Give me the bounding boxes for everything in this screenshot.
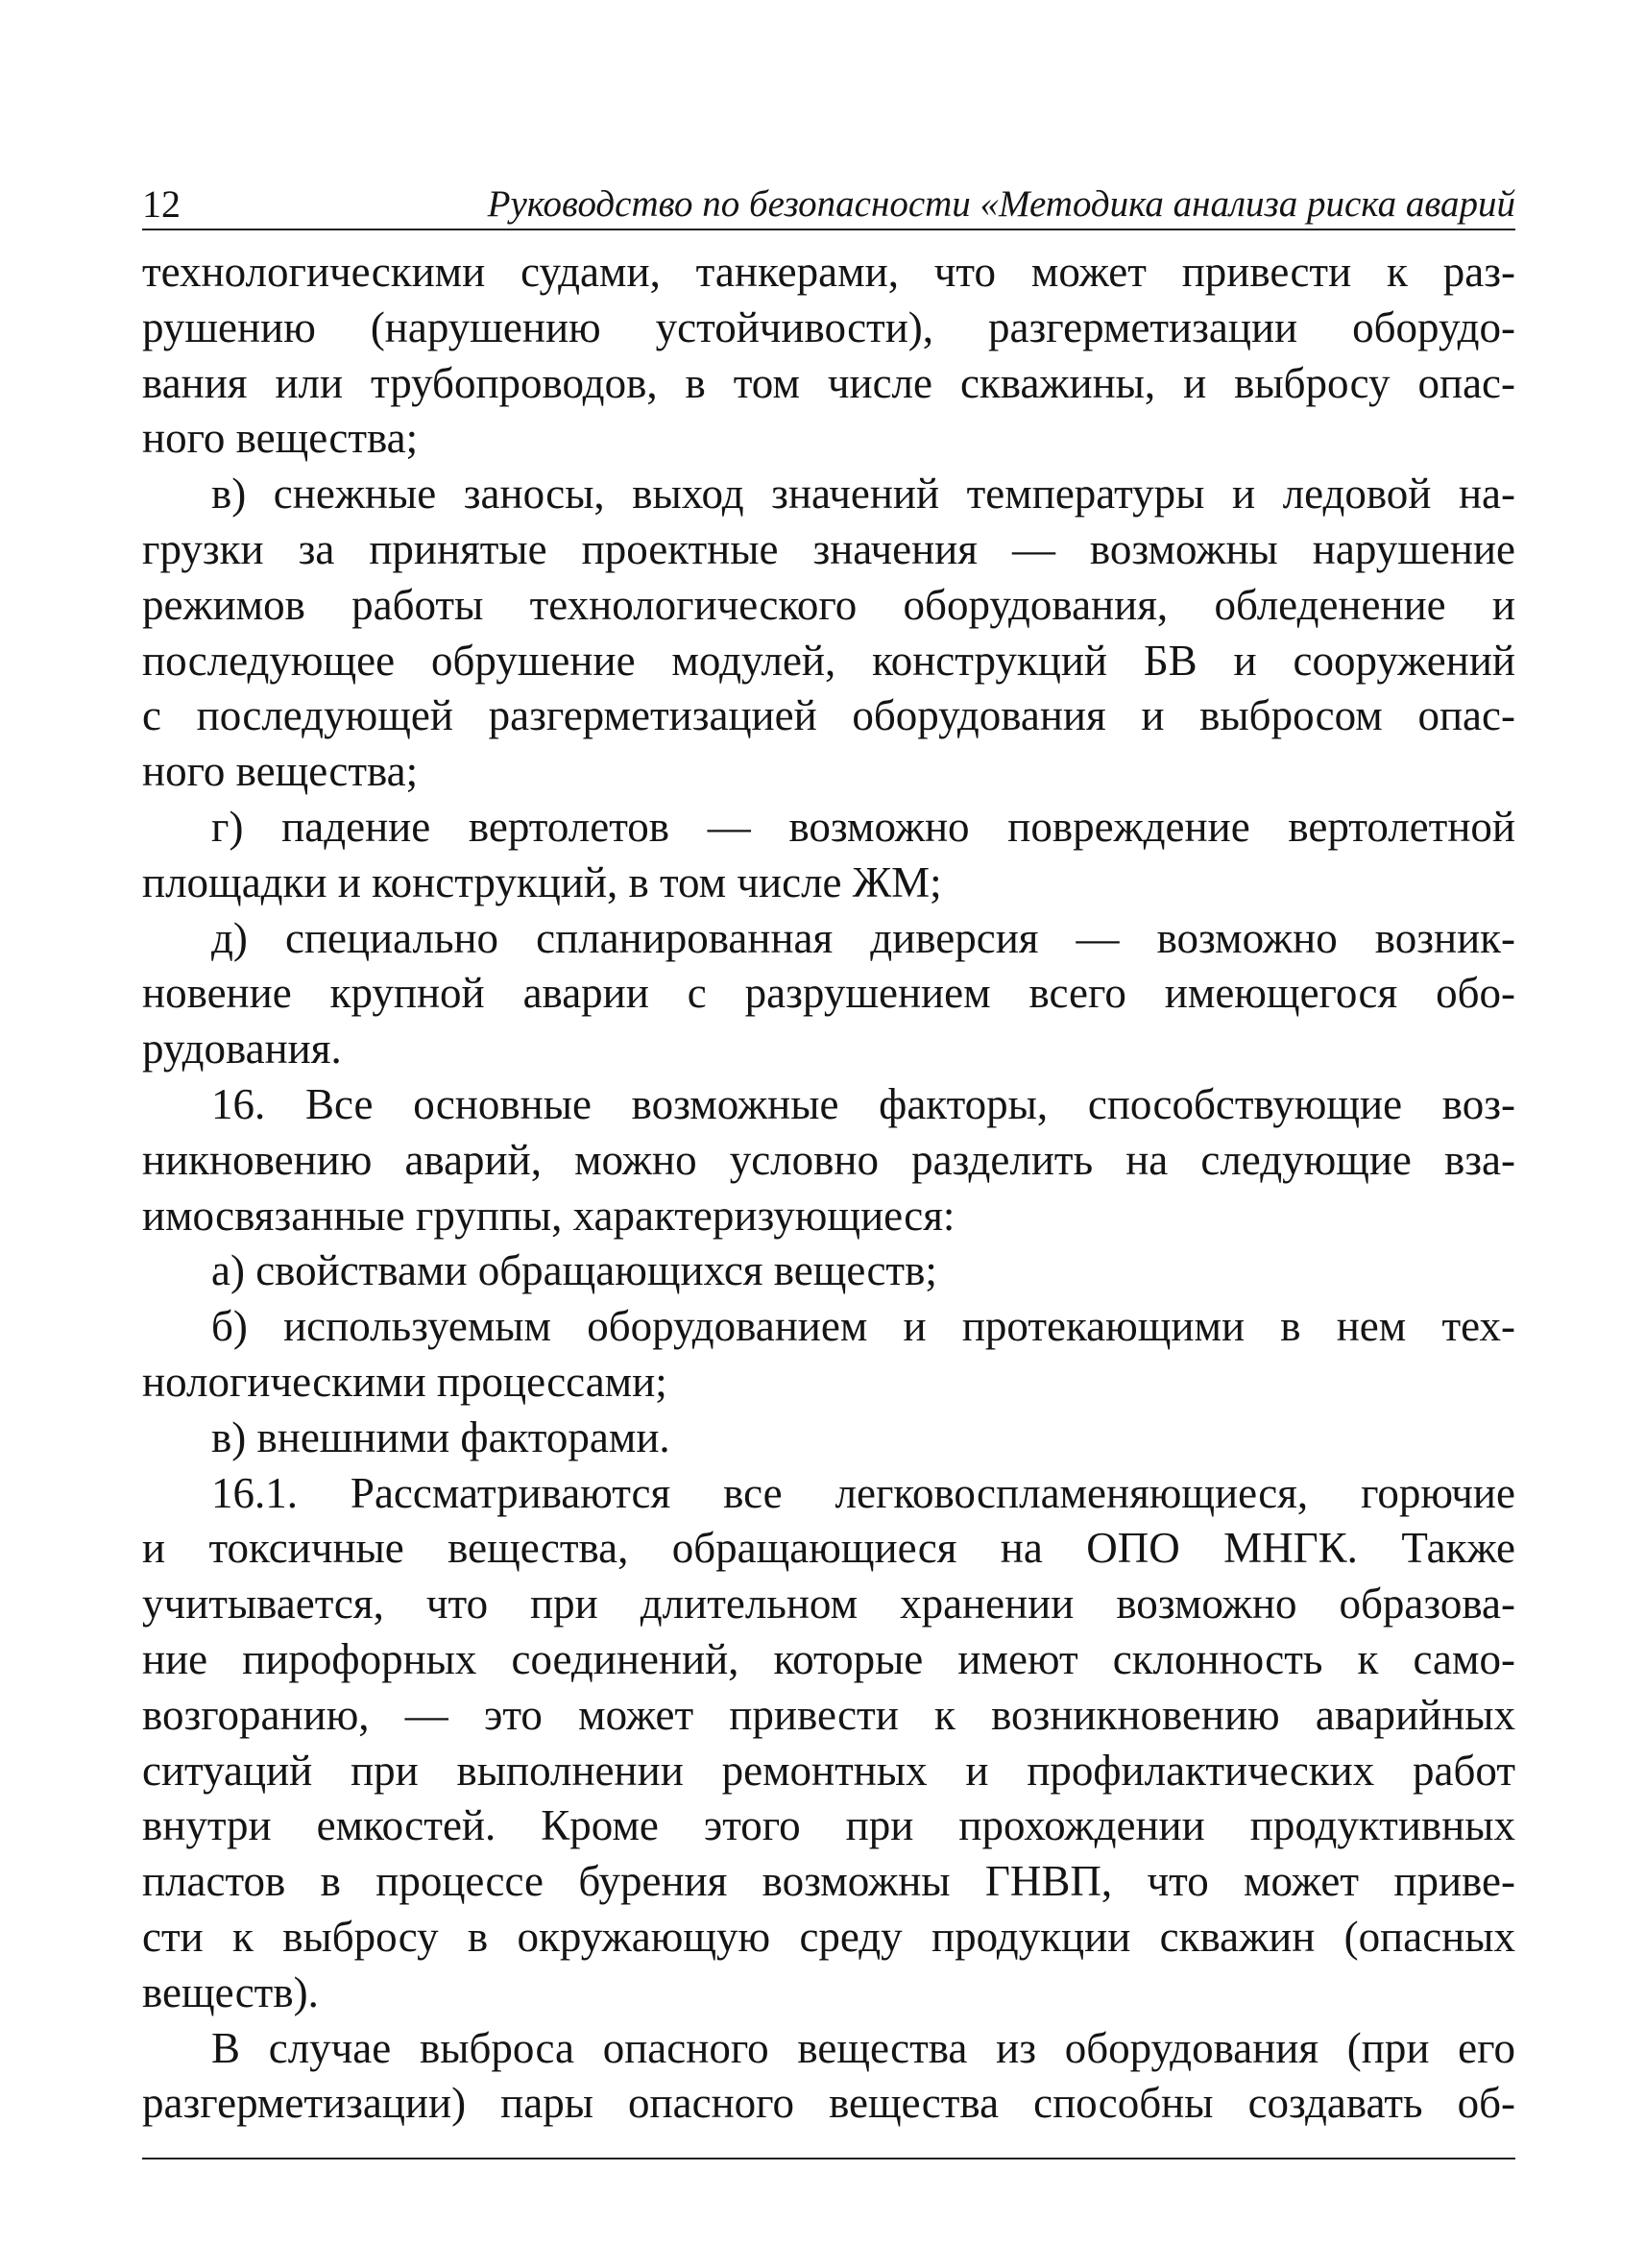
- footer-rule: [142, 2158, 1515, 2159]
- page-number: 12: [142, 182, 181, 226]
- text-line: возгоранию, — это может привести к возникновению аварийных: [142, 1690, 1515, 1739]
- text-line: нологическими процессами;: [142, 1357, 667, 1406]
- text-line: б) используемым оборудованием и протекающими в нем тех-: [211, 1302, 1515, 1351]
- text-line: пластов в процессе бурения возможны ГНВП, что может приве-: [142, 1857, 1515, 1906]
- text-line: разгерметизации) пары опасного вещества способны создавать об-: [142, 2079, 1515, 2128]
- text-line: учитывается, что при длительном хранении возможно образова-: [142, 1580, 1515, 1629]
- body-text: [142, 245, 1515, 2132]
- text-line: В случае выброса опасного вещества из оборудования (при его: [211, 2023, 1515, 2072]
- text-line: 16. Все основные возможные факторы, способствующие воз-: [211, 1079, 1515, 1128]
- text-line: рудования.: [142, 1025, 342, 1074]
- text-line: никновению аварий, можно условно разделить на следующие вза-: [142, 1135, 1515, 1184]
- text-line: г) падение вертолетов — возможно повреждение вертолетной: [211, 802, 1515, 851]
- text-line: грузки за принятые проектные значения — возможны нарушение: [142, 524, 1515, 573]
- text-line: в) снежные заносы, выход значений температуры и ледовой на-: [211, 470, 1515, 519]
- text-line: ситуаций при выполнении ремонтных и профилактических работ: [142, 1746, 1515, 1795]
- text-line: площадки и конструкций, в том числе ЖМ;: [142, 857, 942, 906]
- text-line: технологическими судами, танкерами, что может привести к раз-: [142, 248, 1515, 296]
- running-header: [142, 182, 1515, 230]
- text-line: ние пирофорных соединений, которые имеют склонность к само-: [142, 1634, 1515, 1683]
- text-line: а) свойствами обращающихся веществ;: [211, 1246, 937, 1295]
- text-line: вания или трубопроводов, в том числе скважины, и выбросу опас-: [142, 358, 1515, 407]
- text-line: веществ).: [142, 1967, 319, 2016]
- text-line: ного вещества;: [142, 414, 419, 463]
- text-line: режимов работы технологического оборудования, обледенение и: [142, 580, 1515, 629]
- text-line: 16.1. Рассматриваются все легковоспламеняющиеся, горючие: [211, 1468, 1515, 1517]
- text-line: и токсичные вещества, обращающиеся на ОПО МНГК. Также: [142, 1524, 1515, 1573]
- text-line: ного вещества;: [142, 747, 419, 796]
- text-line: д) специально спланированная диверсия — возможно возник-: [211, 913, 1515, 962]
- text-line: в) внешними факторами.: [211, 1412, 670, 1461]
- text-line: рушению (нарушению устойчивости), разгерметизации оборудо-: [142, 302, 1515, 351]
- text-line: последующее обрушение модулей, конструкций БВ и сооружений: [142, 636, 1515, 685]
- text-line: имосвязанные группы, характеризующиеся:: [142, 1191, 956, 1240]
- text-line: внутри емкостей. Кроме этого при прохождении продуктивных: [142, 1801, 1515, 1850]
- text-line: новение крупной аварии с разрушением всего имеющегося обо-: [142, 969, 1515, 1018]
- text-line: с последующей разгерметизацией оборудования и выбросом опас-: [142, 691, 1515, 740]
- text-line: сти к выбросу в окружающую среду продукции скважин (опасных: [142, 1912, 1515, 1961]
- running-title: Руководство по безопасности «Методика анализа риска аварий: [487, 183, 1515, 225]
